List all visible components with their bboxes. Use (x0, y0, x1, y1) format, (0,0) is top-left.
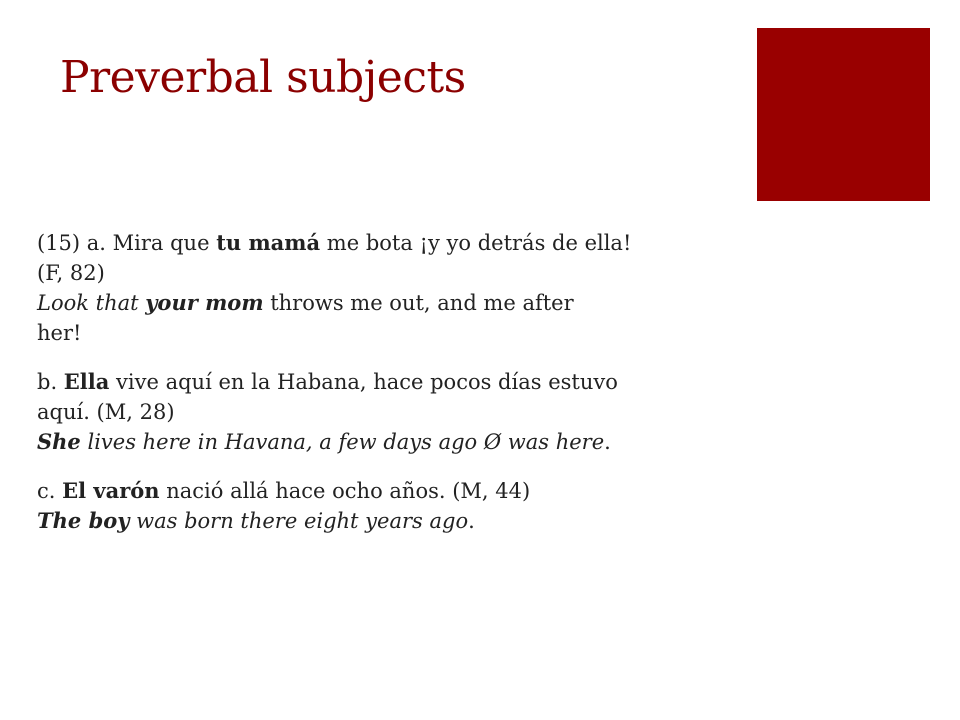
text-run-bold: El varón (62, 478, 160, 503)
text-run: . (604, 430, 611, 454)
text-run-bold-italic: your mom (145, 290, 264, 315)
text-run: b. (37, 370, 64, 394)
example-line (37, 476, 767, 506)
text-run-italic: was born there eight years ago (129, 509, 469, 533)
text-run: (F, 82) (37, 261, 105, 285)
text-run: . (468, 509, 475, 533)
text-run: aquí. (M, 28) (37, 400, 175, 424)
example-15a (37, 228, 767, 348)
text-run-italic: Look that (37, 291, 146, 315)
text-run-italic: lives here in Havana, a few days ago Ø was here (80, 430, 605, 454)
text-run: her! (37, 321, 82, 345)
text-run: me bota ¡y yo detrás de ella! (320, 231, 632, 255)
text-run: c. (37, 479, 63, 503)
example-line (37, 318, 767, 348)
example-line (37, 288, 767, 318)
example-line (37, 367, 767, 397)
text-run-bold-italic: The boy (37, 508, 130, 533)
text-run-bold: Ella (63, 369, 110, 394)
examples-content (37, 228, 767, 555)
example-line (37, 506, 767, 536)
text-run: nació allá hace ocho años. (M, 44) (159, 479, 531, 503)
example-line (37, 228, 767, 258)
text-run-bold: tu mamá (216, 230, 321, 255)
text-run: (15) a. Mira que (37, 231, 217, 255)
accent-square (757, 28, 930, 201)
slide-title: Preverbal subjects (60, 52, 466, 103)
example-line (37, 397, 767, 427)
text-run-bold-italic: She (37, 429, 81, 454)
example-line (37, 258, 767, 288)
example-15b (37, 367, 767, 457)
text-run: throws me out, and me after (263, 291, 574, 315)
example-15c (37, 476, 767, 536)
example-line (37, 427, 767, 457)
text-run: vive aquí en la Habana, hace pocos días estuvo (109, 370, 618, 394)
